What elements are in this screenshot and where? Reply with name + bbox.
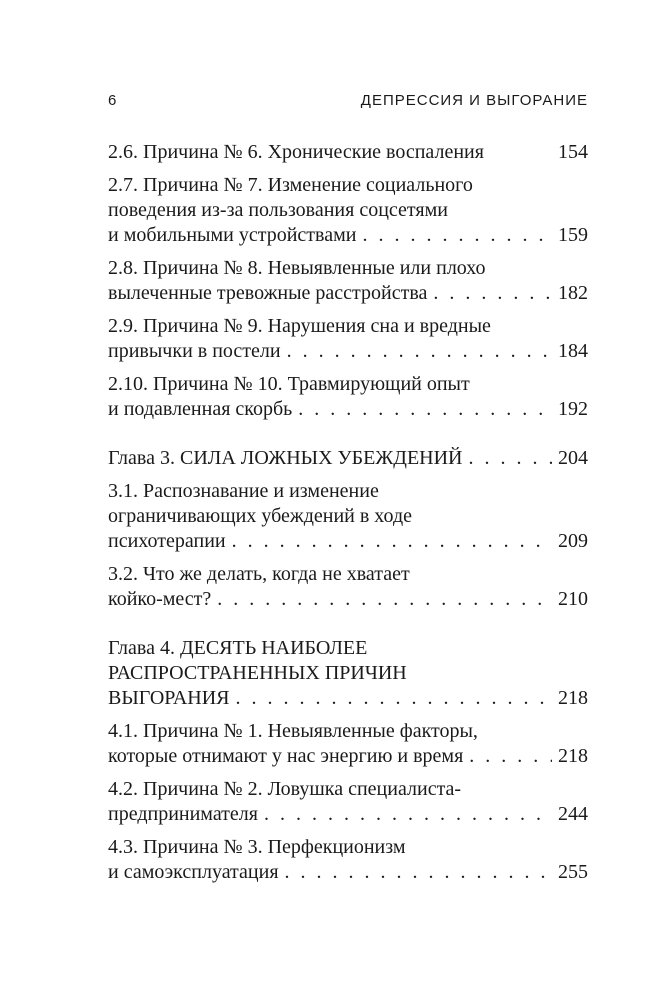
toc-entry-text: которые отнимают у нас энергию и время	[108, 745, 464, 767]
toc-page-number: 192	[558, 398, 588, 420]
dot-leader	[232, 529, 552, 554]
toc-entry-text: психотерапии	[108, 530, 226, 552]
toc-entry-line: 4.2. Причина № 2. Ловушка специалиста-	[108, 778, 462, 800]
toc-entry-text: привычки в постели	[108, 340, 281, 362]
toc-chapter-entry	[108, 446, 588, 471]
toc-entry	[108, 173, 588, 248]
toc-entry-last-line	[108, 587, 588, 612]
toc-entry-last-line	[108, 223, 588, 248]
toc-entry-line: РАСПРОСТРАНЕННЫХ ПРИЧИН	[108, 662, 407, 684]
toc-entry-line: поведения из-за пользования соцсетями	[108, 199, 448, 221]
dot-leader	[298, 397, 552, 422]
dot-leader	[433, 281, 552, 306]
toc-entry-text: и подавленная скорбь	[108, 398, 293, 420]
toc-entry-last-line	[108, 744, 588, 769]
toc-entry-text: и мобильными устройствами	[108, 224, 357, 246]
toc-page-number: 204	[558, 447, 588, 469]
toc-entry-line: 2.8. Причина № 8. Невыявленные или плохо	[108, 257, 486, 279]
dot-leader	[236, 686, 552, 711]
toc-entry-line: 2.7. Причина № 7. Изменение социального	[108, 174, 473, 196]
toc-page-number: 159	[558, 224, 588, 246]
toc-entry	[108, 562, 588, 612]
toc-entry-line: 2.9. Причина № 9. Нарушения сна и вредные	[108, 315, 491, 337]
toc-entry	[108, 835, 588, 885]
running-head	[108, 92, 588, 109]
toc-entry-text: и самоэксплуатация	[108, 861, 279, 883]
table-of-contents	[108, 140, 588, 893]
toc-entry	[108, 719, 588, 769]
toc-page-number: 210	[558, 588, 588, 610]
toc-page-number: 255	[558, 861, 588, 883]
toc-entry-last-line	[108, 281, 588, 306]
toc-entry-last-line	[108, 860, 588, 885]
toc-entry-last-line	[108, 339, 588, 364]
toc-entry-last-line	[108, 397, 588, 422]
toc-entry-text: вылеченные тревожные расстройства	[108, 282, 428, 304]
running-title: ДЕПРЕССИЯ И ВЫГОРАНИЕ	[360, 92, 588, 109]
dot-leader	[469, 744, 552, 769]
toc-entry-last-line	[108, 140, 588, 165]
toc-entry-text: койко-мест?	[108, 588, 212, 610]
toc-entry-text: 2.6. Причина № 6. Хронические воспаления	[108, 141, 484, 163]
dot-leader	[469, 446, 553, 471]
toc-entry-line: ограничивающих убеждений в ходе	[108, 505, 413, 527]
toc-entry	[108, 372, 588, 422]
toc-chapter-entry	[108, 636, 588, 711]
toc-entry	[108, 777, 588, 827]
dot-leader	[287, 339, 552, 364]
toc-page-number: 209	[558, 530, 588, 552]
toc-entry-line: 3.2. Что же делать, когда не хватает	[108, 563, 410, 585]
toc-entry-text: Глава 3. СИЛА ЛОЖНЫХ УБЕЖДЕНИЙ	[108, 447, 463, 469]
toc-entry-line: 3.1. Распознавание и изменение	[108, 480, 379, 502]
toc-entry-line: 4.1. Причина № 1. Невыявленные факторы,	[108, 720, 478, 742]
dot-leader	[217, 587, 552, 612]
toc-entry-last-line	[108, 529, 588, 554]
toc-page-number: 218	[558, 745, 588, 767]
toc-page-number: 184	[558, 340, 588, 362]
page-number: 6	[108, 92, 118, 109]
toc-entry	[108, 314, 588, 364]
dot-leader	[285, 860, 552, 885]
toc-entry-last-line	[108, 446, 588, 471]
toc-entry	[108, 479, 588, 554]
toc-entry-last-line	[108, 686, 588, 711]
dot-leader	[362, 223, 552, 248]
toc-entry-line: Глава 4. ДЕСЯТЬ НАИБОЛЕЕ	[108, 637, 368, 659]
toc-page-number: 182	[558, 282, 588, 304]
toc-entry-last-line	[108, 802, 588, 827]
toc-entry-text: ВЫГОРАНИЯ	[108, 687, 230, 709]
toc-page-number: 244	[558, 803, 588, 825]
toc-entry-text: предпринимателя	[108, 803, 258, 825]
toc-entry	[108, 256, 588, 306]
toc-entry-line: 4.3. Причина № 3. Перфекционизм	[108, 836, 406, 858]
toc-entry	[108, 140, 588, 165]
toc-page-number: 154	[558, 141, 588, 163]
toc-entry-line: 2.10. Причина № 10. Травмирующий опыт	[108, 373, 470, 395]
dot-leader	[264, 802, 552, 827]
toc-page-number: 218	[558, 687, 588, 709]
